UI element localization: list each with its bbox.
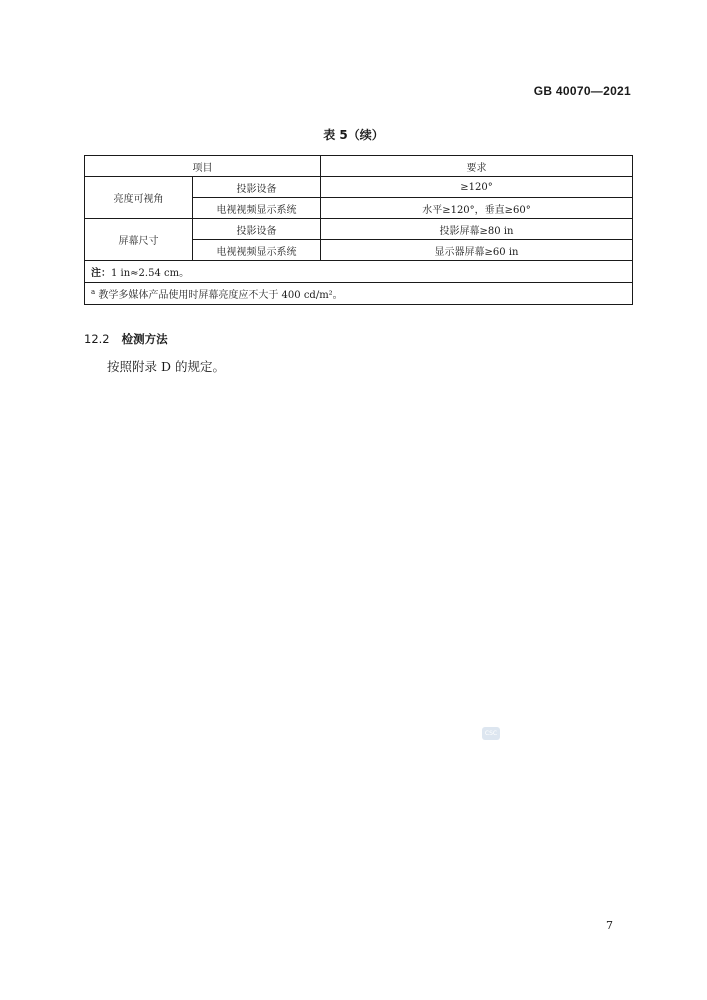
body-paragraph: 按照附录 D 的规定。 (107, 359, 225, 374)
footnote-marker: a (91, 288, 96, 296)
group-label-brightness-angle: 亮度可视角 (85, 177, 193, 219)
table-caption: 表 5（续） (323, 128, 384, 142)
sub-item-cell: 电视视频显示系统 (193, 240, 321, 261)
requirement-cell: 投影屏幕≥80 in (321, 219, 633, 240)
sub-item-cell: 投影设备 (193, 177, 321, 198)
table-note (85, 261, 633, 283)
section-number: 12.2 (84, 332, 110, 346)
footnote-text: 教学多媒体产品使用时屏幕亮度应不大于 400 cd/m²。 (98, 290, 343, 301)
column-header-requirement: 要求 (321, 156, 633, 177)
table-footnote-row (85, 283, 633, 305)
requirement-cell: ≥120° (321, 177, 633, 198)
table-header-row (85, 156, 633, 177)
requirement-cell: 显示器屏幕≥60 in (321, 240, 633, 261)
requirements-table (84, 155, 633, 305)
watermark-logo: CSC (482, 727, 500, 740)
requirement-cell: 水平≥120°，垂直≥60° (321, 198, 633, 219)
note-text: 1 in≈2.54 cm。 (111, 268, 190, 279)
section-heading (84, 331, 168, 347)
sub-item-cell: 电视视频显示系统 (193, 198, 321, 219)
column-header-item: 项目 (85, 156, 321, 177)
table-footnote (85, 283, 633, 305)
note-label: 注： (91, 268, 111, 279)
table-row (85, 177, 633, 198)
table-note-row (85, 261, 633, 283)
group-label-screen-size: 屏幕尺寸 (85, 219, 193, 261)
page-number: 7 (606, 919, 613, 932)
sub-item-cell: 投影设备 (193, 219, 321, 240)
section-title: 检测方法 (121, 332, 168, 346)
table-row (85, 219, 633, 240)
standard-code: GB 40070—2021 (533, 84, 631, 98)
